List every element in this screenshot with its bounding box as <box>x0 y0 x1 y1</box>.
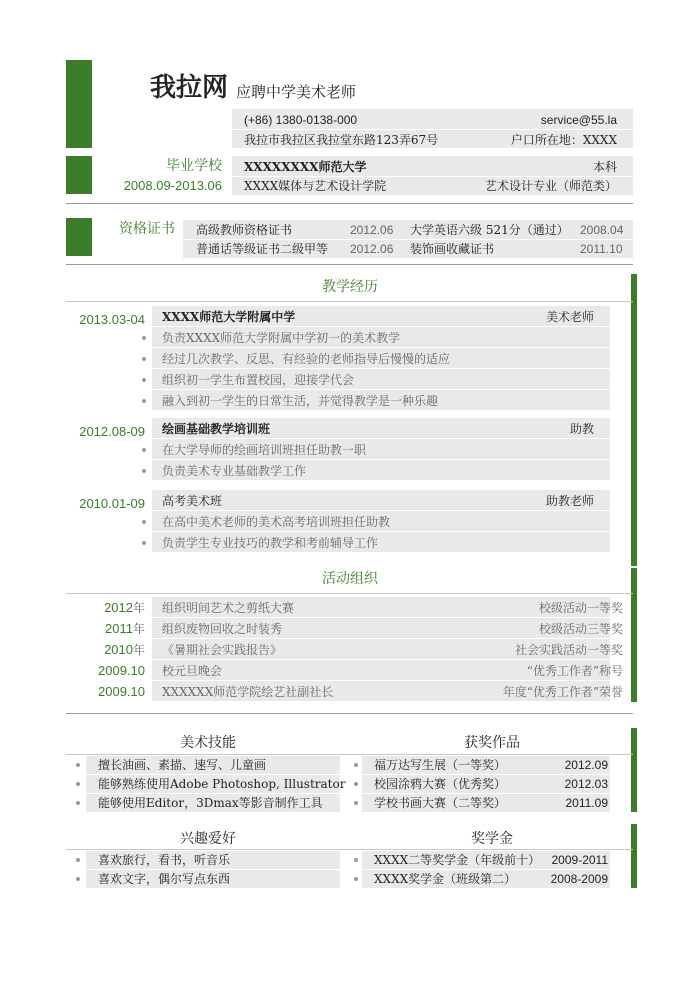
bullet-icon <box>76 801 80 805</box>
job-date: 2013.03-04 <box>79 312 145 327</box>
certificates-label: 资格证书 <box>119 221 175 237</box>
cert-name: 高级教师资格证书 <box>196 223 293 237</box>
job-org: 高考美术班 <box>162 494 223 508</box>
phone[interactable]: (+86) 1380-0138-000 <box>244 113 358 127</box>
activities-title-rule <box>66 593 633 594</box>
job-role: 助教老师 <box>545 494 594 508</box>
hobbies-title-rule <box>66 849 633 850</box>
art-skill: 能够熟练使用Adobe Photoshop, Illustrator <box>98 777 346 791</box>
activity-award: 社会实践活动一等奖 <box>514 643 623 657</box>
art-skill: 擅长油画、素描、速写、儿童画 <box>98 758 267 772</box>
scholarship-date: 2008-2009 <box>550 872 608 886</box>
bullet-icon <box>142 469 146 473</box>
degree: 本科 <box>592 160 617 174</box>
job-duty: 负责学生专业技巧的教学和考前辅导工作 <box>162 536 379 550</box>
bullet-icon <box>142 378 146 382</box>
job-role: 助教 <box>569 422 594 436</box>
accent-block-education <box>66 156 92 194</box>
job-duty: 负责美术专业基础教学工作 <box>162 464 307 478</box>
art-skills-title: 美术技能 <box>180 735 236 751</box>
activity-year <box>98 684 145 700</box>
activity-year <box>105 621 145 637</box>
job-org: 绘画基础教学培训班 <box>162 422 271 436</box>
activity-name: XXXXXX师范学院绘艺社副社长 <box>162 685 334 699</box>
activity-award: “优秀工作者”称号 <box>526 664 623 678</box>
college: XXXX媒体与艺术设计学院 <box>244 179 387 193</box>
work-date: 2012.09 <box>564 758 608 772</box>
activity-award: 年度“优秀工作者”荣誉 <box>502 685 623 699</box>
divider-1 <box>66 203 633 204</box>
activity-year <box>98 663 145 679</box>
accent-bar-activities <box>631 568 637 702</box>
hobby: 喜欢文字，偶尔写点东西 <box>98 872 231 886</box>
cert-date: 2012.06 <box>350 223 394 237</box>
bullet-icon <box>76 782 80 786</box>
hukou: 户口所在地：XXXX <box>510 133 617 147</box>
bullet-icon <box>142 448 146 452</box>
hobbies-title: 兴趣爱好 <box>180 831 236 847</box>
bullet-icon <box>142 399 146 403</box>
work-date: 2012.03 <box>564 777 608 791</box>
bullet-icon <box>142 541 146 545</box>
scholarship-name: XXXX二等奖学金（年级前十） <box>374 853 541 867</box>
cert-name: 普通话等级证书二级甲等 <box>196 242 329 256</box>
activity-name: 校元旦晚会 <box>162 664 223 678</box>
teaching-title-rule <box>66 301 633 302</box>
work-name: 福万达写生展（一等奖） <box>374 758 507 772</box>
work-name: 校园涂鸦大赛（优秀奖） <box>374 777 507 791</box>
job-duty: 在高中美术老师的美术高考培训班担任助教 <box>162 515 391 529</box>
cert-name: 装饰画收藏证书 <box>410 242 495 256</box>
bullet-icon <box>142 520 146 524</box>
job-duty: 融入到初一学生的日常生活，并觉得教学是一种乐趣 <box>162 394 439 408</box>
cert-date: 2011.10 <box>580 242 623 256</box>
job-date: 2010.01-09 <box>79 496 145 511</box>
bullet-icon <box>76 877 80 881</box>
bullet-icon <box>142 357 146 361</box>
activity-year-value: 2009.10 <box>98 684 145 699</box>
job-duty: 经过几次教学、反思、有经验的老师指导后慢慢的适应 <box>162 352 451 366</box>
scholarship-title: 奖学金 <box>471 831 513 847</box>
hobby: 喜欢旅行，看书，听音乐 <box>98 853 231 867</box>
activity-year-suffix: 年 <box>132 622 145 636</box>
cert-name: 大学英语六级 521分（通过） <box>410 223 569 237</box>
activity-name: 《暑期社会实践报告》 <box>162 643 283 657</box>
activity-year <box>104 600 145 616</box>
work-date: 2011.09 <box>565 796 608 810</box>
divider-2 <box>66 264 633 265</box>
job-title: 应聘中学美术老师 <box>236 83 357 101</box>
activity-year-value: 2012 <box>104 600 133 615</box>
job-duty: 负责XXXX师范大学附属中学初一的美术教学 <box>162 331 401 345</box>
job-role: 美术老师 <box>545 310 594 324</box>
job-duty: 组织初一学生布置校园，迎接学代会 <box>162 373 355 387</box>
school-name: XXXXXXXX师范大学 <box>244 160 367 174</box>
activity-year <box>104 642 145 658</box>
activity-year-value: 2010 <box>104 642 133 657</box>
art-skill: 能够使用Editor，3Dmax等影音制作工具 <box>98 796 323 810</box>
bullet-icon <box>354 877 358 881</box>
job-org: XXXX师范大学附属中学 <box>162 310 296 324</box>
works-title: 获奖作品 <box>464 735 520 751</box>
bullet-icon <box>76 858 80 862</box>
job-date: 2012.08-09 <box>79 424 145 439</box>
accent-block-certificates <box>66 218 92 256</box>
accent-block-header <box>66 60 92 148</box>
activities-title: 活动组织 <box>322 571 378 587</box>
scholarship-name: XXXX奖学金（班级第二） <box>374 872 517 886</box>
bullet-icon <box>354 763 358 767</box>
activity-year-value: 2011 <box>105 621 133 636</box>
accent-bar-teaching <box>631 274 637 566</box>
bullet-icon <box>354 801 358 805</box>
cert-date: 2012.06 <box>350 242 394 256</box>
job-duty: 在大学导师的绘画培训班担任助教一职 <box>162 443 367 457</box>
name-title: 我拉网 <box>150 73 229 103</box>
activity-year-suffix: 年 <box>132 601 145 615</box>
bullet-icon <box>354 782 358 786</box>
activity-award: 校级活动三等奖 <box>538 622 623 636</box>
cert-date: 2008.04 <box>580 223 624 237</box>
email[interactable]: service@55.la <box>540 113 617 127</box>
scholarship-date: 2009-2011 <box>551 853 608 867</box>
major: 艺术设计专业（师范类） <box>484 179 617 193</box>
activity-award: 校级活动一等奖 <box>538 601 623 615</box>
education-period: 2008.09-2013.06 <box>123 178 222 193</box>
bullet-icon <box>142 336 146 340</box>
divider-3 <box>66 713 633 714</box>
skills-title-rule <box>66 754 633 755</box>
teaching-title: 教学经历 <box>322 279 378 295</box>
education-label: 毕业学校 <box>166 158 222 174</box>
bullet-icon <box>76 763 80 767</box>
activity-name: 组织废物回收之时装秀 <box>162 622 283 636</box>
activity-year-value: 2009.10 <box>98 663 145 678</box>
work-name: 学校书画大赛（二等奖） <box>374 796 507 810</box>
address: 我拉市我拉区我拉堂东路123弄67号 <box>244 133 439 147</box>
bullet-icon <box>354 858 358 862</box>
activity-year-suffix: 年 <box>132 643 145 657</box>
activity-name: 组织明间艺术之剪纸大赛 <box>162 601 295 615</box>
